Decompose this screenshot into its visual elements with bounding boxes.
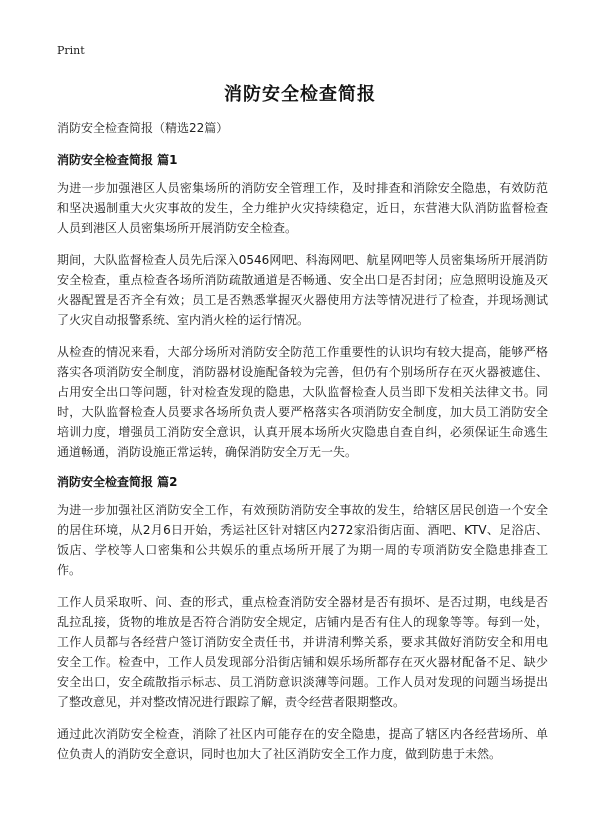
paragraph: 通过此次消防安全检查，消除了社区内可能存在的安全隐患，提高了辖区内各经营场所、单位负责人的消防安全意识，同时也加大了社区消防安全工作力度，做到防患于未然。 <box>57 727 548 761</box>
section-heading: 消防安全检查简报 篇1 <box>57 153 178 167</box>
section-heading: 消防安全检查简报 篇2 <box>57 475 178 489</box>
print-link[interactable]: Print <box>57 44 85 57</box>
paragraph: 从检查的情况来看，大部分场所对消防安全防范工作重要性的认识均有较大提高，能够严格落实各项消防安全制度，消防器材设施配备较为完善，但仍有个别场所存在灭火器被遮住、占用安全出口等问题，针对检查发现的隐患，大队监督检查人员当即下发相关法律文书。同时，大队监督检查人员要求各场所负责人要严格落实各项消防安全制度，加大员工消防安全培训力度，增强员工消防安全意识，认真开展本场所火灾隐患自查自纠，必须保证生命逃生通道畅通，消防设施正常运转，确保消防安全万无一失。 <box>57 345 548 459</box>
article-body <box>57 120 548 776</box>
paragraph: 为进一步加强社区消防安全工作，有效预防消防安全事故的发生，给辖区居民创造一个安全的居住环境，从2月6日开始，秀运社区针对辖区内272家沿街店面、酒吧、KTV、足浴店、饭店、学校等人口密集和公共娱乐的重点场所开展了为期一周的专项消防安全隐患排查工作。 <box>57 503 548 577</box>
section-2 <box>57 474 548 764</box>
article-subtitle: 消防安全检查简报（精选22篇） <box>57 121 229 135</box>
section-1 <box>57 152 548 462</box>
paragraph: 为进一步加强港区人员密集场所的消防安全管理工作，及时排查和消除安全隐患，有效防范和坚决遏制重大火灾事故的发生，全力维护火灾持续稳定，近日，东营港大队消防监督检查人员到港区人员密集场所开展消防安全检查。 <box>57 181 548 235</box>
page-title: 消防安全检查简报 <box>224 84 376 105</box>
paragraph: 工作人员采取听、问、查的形式，重点检查消防安全器材是否有损坏、是否过期，电线是否乱拉乱接，货物的堆放是否符合消防安全规定，店铺内是否有住人的现象等等。每到一处，工作人员都与各经营户签订消防安全责任书，并讲清利弊关系，要求其做好消防安全和用电安全工作。检查中，工作人员发现部分沿街店铺和娱乐场所都存在灭火器材配备不足、缺少安全出口，安全疏散指示标志、员工消防意识淡薄等问题。工作人员对发现的问题当场提出了整改意见，并对整改情况进行跟踪了解，责令经营者限期整改。 <box>57 595 548 709</box>
paragraph: 期间，大队监督检查人员先后深入0546网吧、科海网吧、航星网吧等人员密集场所开展消防安全检查，重点检查各场所消防疏散通道是否畅通、安全出口是否封闭；应急照明设施及灭火器配置是否齐全有效；员工是否熟悉掌握灭火器使用方法等情况进行了检查，并现场测试了火灾自动报警系统、室内消火栓的运行情况。 <box>57 253 548 327</box>
